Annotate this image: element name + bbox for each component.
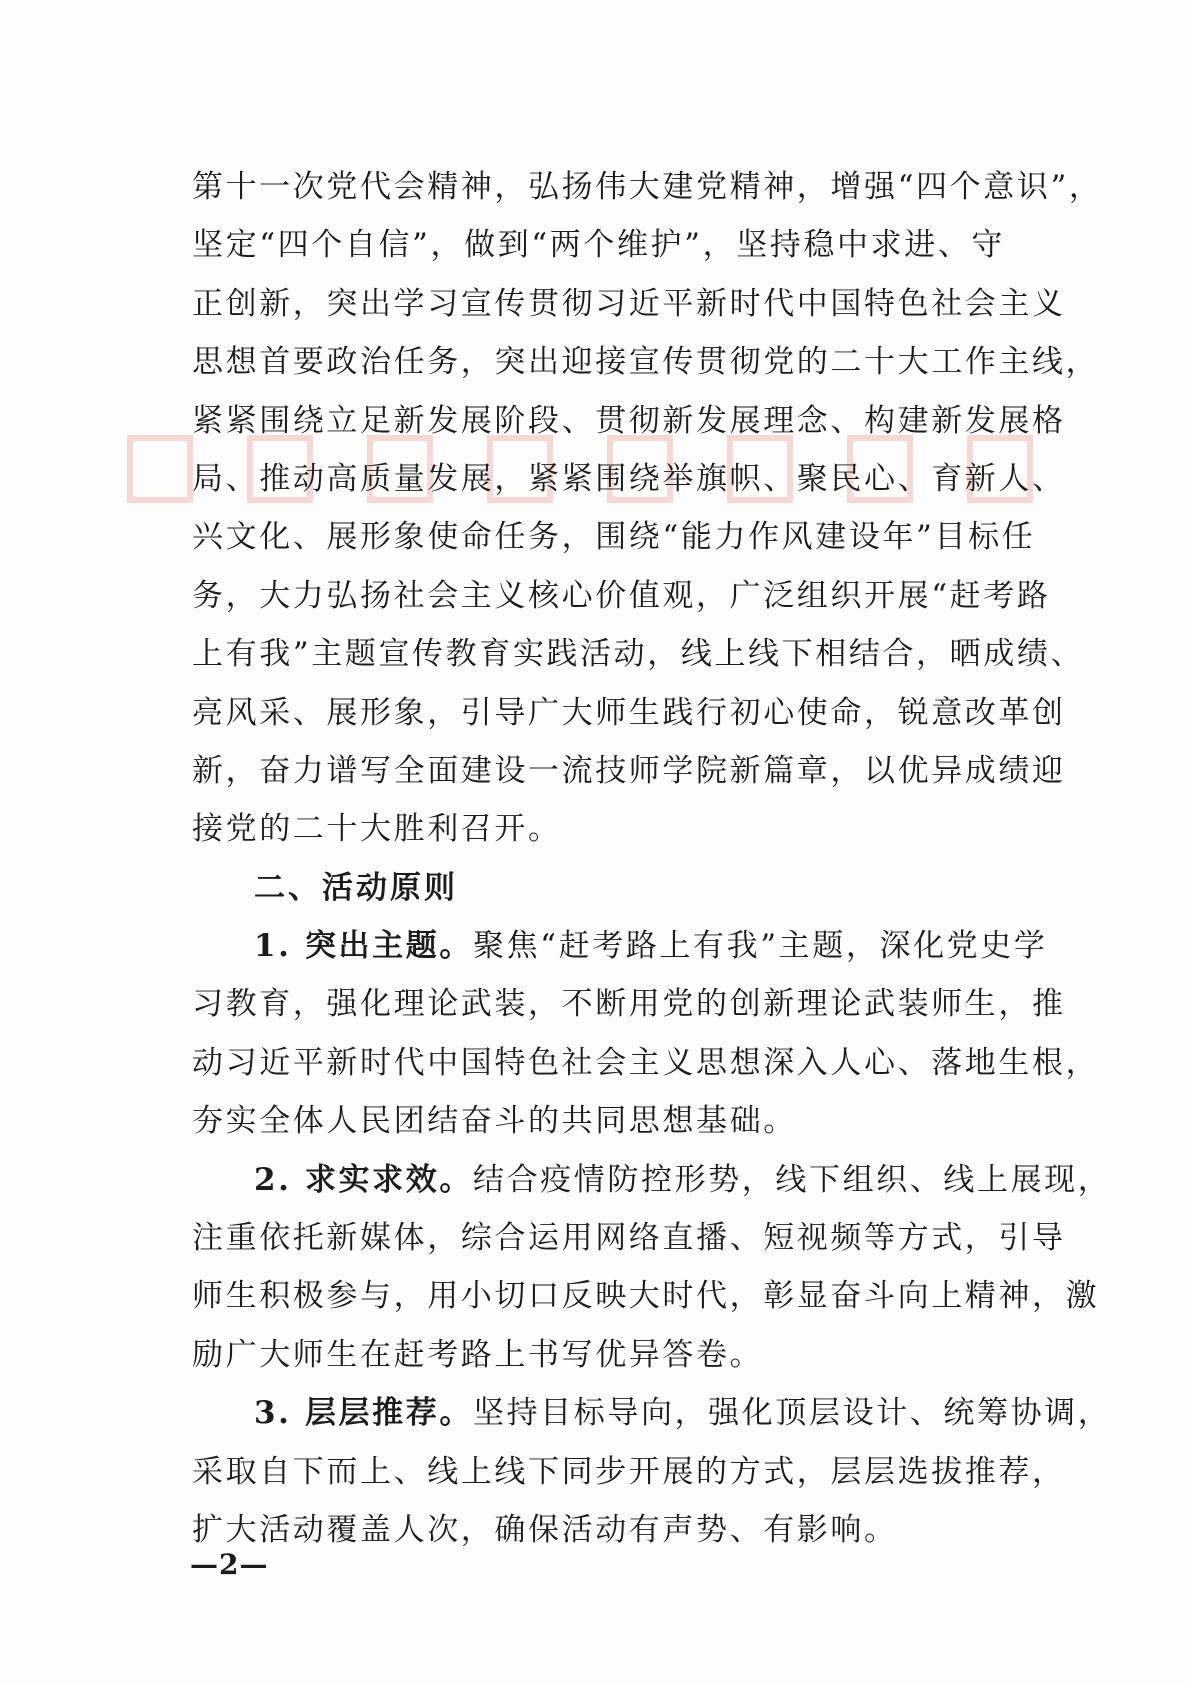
paragraph-line: 坚定“四个自信”，做到“两个维护”，坚持稳中求进、守 — [192, 227, 1005, 264]
paragraph-line: 正创新，突出学习宣传贯彻习近平新时代中国特色社会主义 — [192, 285, 1066, 322]
paragraph-line: 亮风采、展形象，引导广大师生践行初心使命，锐意改革创 — [192, 694, 1066, 731]
body-text — [192, 158, 1112, 1559]
principle-3-first-line: 坚持目标导向，强化顶层设计、统筹协调， — [472, 1395, 1112, 1432]
paragraph-line: 夯实全体人民团结奋斗的共同思想基础。 — [192, 1103, 797, 1140]
paragraph-line: 习教育，强化理论武装，不断用党的创新理论武装师生，推 — [192, 986, 1066, 1023]
paragraph-line: 接党的二十大胜利召开。 — [192, 811, 562, 848]
paragraph-line: 紧紧围绕立足新发展阶段、贯彻新发展理念、构建新发展格 — [192, 402, 1066, 439]
paragraph-line: 上有我”主题宣传教育实践活动，线上线下相结合，晒成绩、 — [192, 636, 1085, 673]
principle-3-title: 3. 层层推荐。 — [254, 1395, 473, 1432]
principle-2-title: 2. 求实求效。 — [254, 1161, 473, 1198]
paragraph-line: 局、推动高质量发展，紧紧围绕举旗帜、聚民心、育新人、 — [192, 460, 1066, 497]
principle-item-1 — [192, 917, 1048, 975]
section-heading: 二、活动原则 — [254, 869, 458, 906]
paragraph-line: 思想首要政治任务，突出迎接宣传贯彻党的二十大工作主线， — [192, 344, 1100, 381]
paragraph-line: 新，奋力谱写全面建设一流技师学院新篇章，以优异成绩迎 — [192, 752, 1066, 789]
paragraph-line: 第十一次党代会精神，弘扬伟大建党精神，增强“四个意识”， — [192, 169, 1103, 205]
paragraph-line: 注重依托新媒体，综合运用网络直播、短视频等方式，引导 — [192, 1220, 1066, 1257]
paragraph-line: 兴文化、展形象使命任务，围绕“能力作风建设年”目标任 — [192, 519, 1036, 556]
principle-1-title: 1. 突出主题。 — [254, 928, 473, 965]
page-number: —2— — [190, 1548, 269, 1581]
paragraph-line: 师生积极参与，用小切口反映大时代，彰显奋斗向上精神，激 — [192, 1278, 1100, 1315]
principle-1-first-line: 聚焦“赶考路上有我”主题，深化党史学 — [472, 928, 1048, 965]
principle-item-3 — [192, 1384, 1112, 1442]
principle-item-2 — [192, 1151, 1112, 1209]
principle-2-first-line: 结合疫情防控形势，线下组织、线上展现， — [472, 1161, 1112, 1198]
paragraph-line: 动习近平新时代中国特色社会主义思想深入人心、落地生根， — [192, 1044, 1100, 1081]
paragraph-line: 务，大力弘扬社会主义核心价值观，广泛组织开展“赶考路 — [192, 577, 1051, 614]
paragraph-line: 励广大师生在赶考路上书写优异答卷。 — [192, 1336, 764, 1373]
paragraph-line: 扩大活动覆盖人次，确保活动有声势、有影响。 — [192, 1511, 898, 1548]
paragraph-line: 采取自下而上、线上线下同步开展的方式，层层选拔推荐， — [192, 1453, 1066, 1490]
